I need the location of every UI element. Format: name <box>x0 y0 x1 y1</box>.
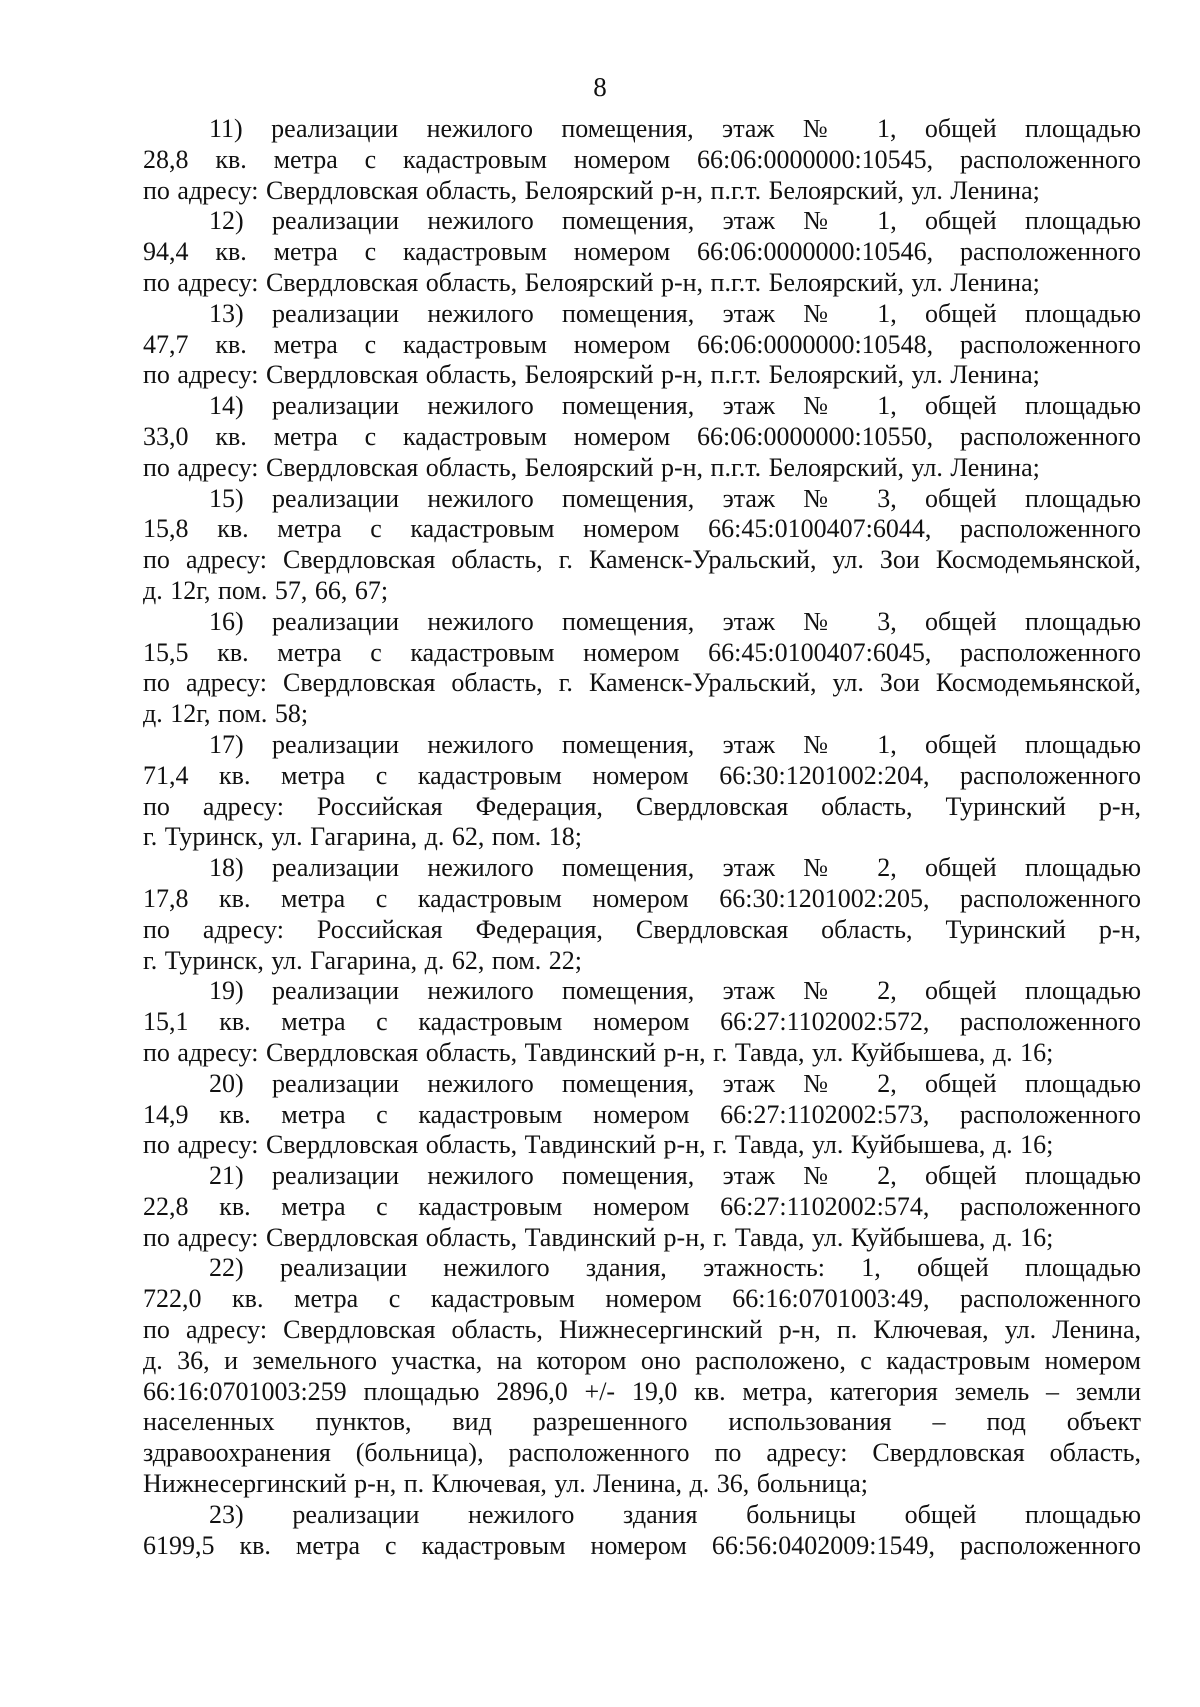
text-line: по адресу: Свердловская область, Нижнесергинский р-н, п. Ключевая, ул. Ленина, <box>143 1315 1141 1345</box>
list-item <box>143 484 1141 607</box>
text-line: по адресу: Свердловская область, г. Каменск-Уральский, ул. Зои Космодемьянской, <box>143 545 1141 575</box>
text-line: 94,4 кв. метра с кадастровым номером 66:06:0000000:10546, расположенного <box>143 237 1141 267</box>
list-item <box>143 299 1141 391</box>
text-line: по адресу: Свердловская область, Белоярский р-н, п.г.т. Белоярский, ул. Ленина; <box>143 360 1040 390</box>
list-item <box>143 1069 1141 1161</box>
text-line: 15) реализации нежилого помещения, этаж № 3, общей площадью <box>209 483 1141 513</box>
text-line: 66:16:0701003:259 площадью 2896,0 +/- 19,0 кв. метра, категория земель – земли <box>143 1376 1141 1406</box>
text-line: по адресу: Свердловская область, г. Каменск-Уральский, ул. Зои Космодемьянской, <box>143 668 1141 698</box>
text-line: 15,5 кв. метра с кадастровым номером 66:45:0100407:6045, расположенного <box>143 637 1141 667</box>
text-line: 17) реализации нежилого помещения, этаж № 1, общей площадью <box>209 729 1141 759</box>
page-number: 8 <box>593 72 607 102</box>
text-line: 14,9 кв. метра с кадастровым номером 66:27:1102002:573, расположенного <box>143 1099 1141 1129</box>
text-line: 19) реализации нежилого помещения, этаж № 2, общей площадью <box>209 976 1141 1006</box>
text-line: 22,8 кв. метра с кадастровым номером 66:27:1102002:574, расположенного <box>143 1191 1141 1221</box>
text-line: 15,1 кв. метра с кадастровым номером 66:27:1102002:572, расположенного <box>143 1007 1141 1037</box>
text-line: по адресу: Российская Федерация, Свердловская область, Туринский р-н, <box>143 791 1141 821</box>
text-line: 28,8 кв. метра с кадастровым номером 66:06:0000000:10545, расположенного <box>143 144 1141 174</box>
text-line: 18) реализации нежилого помещения, этаж № 2, общей площадью <box>209 853 1141 883</box>
list-item <box>143 114 1141 206</box>
text-line: по адресу: Свердловская область, Белоярский р-н, п.г.т. Белоярский, ул. Ленина; <box>143 267 1040 297</box>
text-line: Нижнесергинский р-н, п. Ключевая, ул. Ленина, д. 36, больница; <box>143 1469 868 1499</box>
text-line: 11) реализации нежилого помещения, этаж № 1, общей площадью <box>209 114 1141 143</box>
list-item <box>143 1500 1141 1562</box>
text-line: г. Туринск, ул. Гагарина, д. 62, пом. 18; <box>143 822 582 852</box>
text-line: 12) реализации нежилого помещения, этаж № 1, общей площадью <box>209 206 1141 236</box>
text-line: д. 12г, пом. 57, 66, 67; <box>143 575 389 605</box>
text-line: 722,0 кв. метра с кадастровым номером 66:16:0701003:49, расположенного <box>143 1284 1141 1314</box>
document-body <box>143 114 1141 1561</box>
text-line: 21) реализации нежилого помещения, этаж № 2, общей площадью <box>209 1161 1141 1191</box>
list-item <box>143 976 1141 1068</box>
text-line: 17,8 кв. метра с кадастровым номером 66:30:1201002:205, расположенного <box>143 883 1141 913</box>
list-item <box>143 607 1141 730</box>
list-item <box>143 391 1141 483</box>
text-line: 71,4 кв. метра с кадастровым номером 66:30:1201002:204, расположенного <box>143 760 1141 790</box>
text-line: д. 36, и земельного участка, на котором оно расположено, с кадастровым номером <box>143 1345 1141 1375</box>
list-item <box>143 730 1141 853</box>
text-line: 15,8 кв. метра с кадастровым номером 66:45:0100407:6044, расположенного <box>143 514 1141 544</box>
text-line: 13) реализации нежилого помещения, этаж № 1, общей площадью <box>209 298 1141 328</box>
text-line: 33,0 кв. метра с кадастровым номером 66:06:0000000:10550, расположенного <box>143 421 1141 451</box>
list-item <box>143 1253 1141 1499</box>
text-line: по адресу: Свердловская область, Белоярский р-н, п.г.т. Белоярский, ул. Ленина; <box>143 452 1040 482</box>
text-line: 14) реализации нежилого помещения, этаж № 1, общей площадью <box>209 391 1141 421</box>
text-line: по адресу: Свердловская область, Тавдинский р-н, г. Тавда, ул. Куйбышева, д. 16; <box>143 1222 1054 1252</box>
text-line: д. 12г, пом. 58; <box>143 699 309 729</box>
text-line: по адресу: Свердловская область, Белоярский р-н, п.г.т. Белоярский, ул. Ленина; <box>143 175 1040 205</box>
text-line: 6199,5 кв. метра с кадастровым номером 66:56:0402009:1549, расположенного <box>143 1530 1141 1560</box>
text-line: 20) реализации нежилого помещения, этаж № 2, общей площадью <box>209 1068 1141 1098</box>
text-line: по адресу: Свердловская область, Тавдинский р-н, г. Тавда, ул. Куйбышева, д. 16; <box>143 1130 1054 1160</box>
text-line: 47,7 кв. метра с кадастровым номером 66:06:0000000:10548, расположенного <box>143 329 1141 359</box>
text-line: населенных пунктов, вид разрешенного использования – под объект <box>143 1407 1141 1437</box>
list-item <box>143 206 1141 298</box>
text-line: здравоохранения (больница), расположенного по адресу: Свердловская область, <box>143 1438 1141 1468</box>
text-line: 22) реализации нежилого здания, этажность: 1, общей площадью <box>209 1253 1141 1283</box>
text-line: по адресу: Свердловская область, Тавдинский р-н, г. Тавда, ул. Куйбышева, д. 16; <box>143 1037 1054 1067</box>
list-item <box>143 1161 1141 1253</box>
list-item <box>143 853 1141 976</box>
text-line: 16) реализации нежилого помещения, этаж № 3, общей площадью <box>209 606 1141 636</box>
text-line: по адресу: Российская Федерация, Свердловская область, Туринский р-н, <box>143 914 1141 944</box>
text-line: 23) реализации нежилого здания больницы общей площадью <box>209 1499 1141 1529</box>
text-line: г. Туринск, ул. Гагарина, д. 62, пом. 22; <box>143 945 582 975</box>
